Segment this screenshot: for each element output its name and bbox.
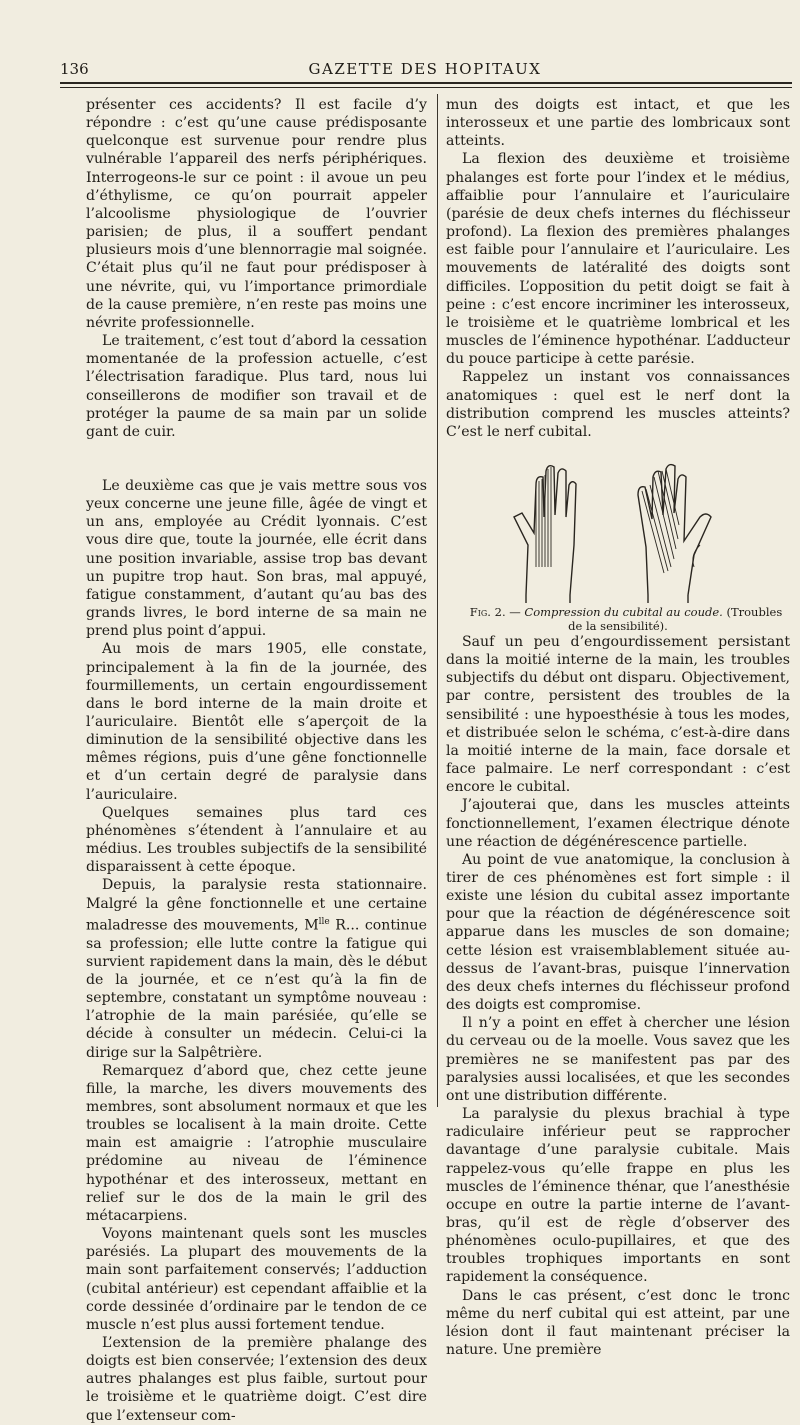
paragraph: La flexion des deuxième et troisième phalanges est forte pour l’index et le médius, affaiblie pour l’annulaire et l’auriculaire (parésie de deux chefs internes du fléchisseur profond). La flexion des premières phalanges est faible pour l’annulaire et l’auriculaire. Les mouvements de latéralité des doigts sont difficiles. L’opposition du petit doigt se fait à peine : c’est encore incriminer les interosseux, le troisième et le quatrième lombrical et les muscles de l’éminence hypothénar. L’adducteur du pouce participe à cette parésie. (446, 151, 790, 368)
paragraph: Le traitement, c’est tout d’abord la cessation momentanée de la profession actuelle, c’est l’électrisation faradique. Plus tard, nous lui conseillerons de modifier son travail et de protéger la paume de sa main par un solide gant de cuir. (86, 333, 427, 440)
paragraph: J’ajouterai que, dans les muscles atteints fonctionnellement, l’examen électrique dénote une réaction de dégénérescence partielle. (446, 797, 790, 850)
paragraph-text: R... continue sa profession; elle lutte contre la fatigue qui survient rapidement dans la main, dès le début de la journée, et ce n’est qu’à la fin de septembre, constatant un symptôme nouveau : l’atrophie de la main parésiée, qu’elle se décide à consulter un médecin. Celui-ci la dirige sur la Salpêtrière. (86, 917, 427, 1061)
header-rule-thick (60, 82, 792, 84)
hand-sensibility-figure (446, 455, 790, 605)
paragraph: Voyons maintenant quels sont les muscles parésiés. La plupart des mouvements de la main sont parfaitement conservés; l’adduction (cubital antérieur) est cependant affaiblie et la corde dessinée d’ordinaire par le tendon de ce muscle n’est plus aussi fortement tendue. (86, 1226, 427, 1333)
right-column (446, 96, 790, 1359)
paragraph-text: Depuis, la paralysie resta stationnaire. Malgré la gêne fonctionnelle et une certaine maladresse des mouvements, M (86, 877, 427, 934)
hatched-zone-dorsal (642, 469, 679, 573)
hand-diagram (506, 455, 736, 605)
column-divider (437, 94, 438, 1107)
paragraph: Le deuxième cas que je vais mettre sous vos yeux concerne une jeune fille, âgée de vingt et un ans, employée au Crédit lyonnais. C’est vous dire que, toute la journée, elle écrit dans une position invariable, assise trop bas devant un pupitre trop haut. Son bras, mal appuyé, fatigue constamment, d’autant qu’au bas des grands livres, le bord interne de sa main ne prend plus point d’appui. (86, 477, 427, 640)
figure-label: Fig. 2. (469, 604, 506, 619)
paragraph: L’extension de la première phalange des doigts est bien conservée; l’extension des deux autres phalanges est plus faible, surtout pour le troisième et le quatrième doigt. C’est dire que l’extenseur com- (86, 1335, 427, 1424)
paragraph: Au point de vue anatomique, la conclusion à tirer de ces phénomènes est fort simple : il existe une lésion du cubital assez importante pour que la réaction de dégénérescence soit apparue dans les muscles de son domaine; cette lésion est vraisemblablement située au-dessus de l’avant-bras, puisque l’innervation des deux chefs internes du fléchisseur profond des doigts est compromise. (446, 851, 790, 1014)
paragraph: Dans le cas présent, c’est donc le tronc même du nerf cubital qui est atteint, par une lésion dont il faut maintenant préciser la nature. Une première (446, 1287, 790, 1359)
paragraph: Remarquez d’abord que, chez cette jeune fille, la marche, les divers mouvements des membres, sont absolument normaux et que les troubles se localisent à la main droite. Cette main est amaigrie : l’atrophie musculaire prédomine au niveau de l’éminence hypothénar et des interosseux, mettant en relief sur le dos de la main le gril des métacarpiens. (86, 1062, 427, 1224)
paragraph: présenter ces accidents? Il est facile d’y répondre : c’est qu’une cause prédisposante quelconque est survenue pour rendre plus vulnérable l’appareil des nerfs périphériques. Interrogeons-le sur ce point : il avoue un peu d’éthylisme, ce qu’on pourrait appeler l’alcoolisme physiologique de l’ouvrier parisien; de plus, il a souffert pendant plusieurs mois d’une blennorragie mal soignée. C’était plus qu’il ne faut pour prédisposer à une névrite, qui, vu l’importance primordiale de la cause première, n’en reste pas moins une névrite professionnelle. (86, 97, 427, 331)
figure-note: (Troubles de la sensibilité). (568, 604, 783, 633)
figure-title: Compression du cubital au coude. (524, 604, 723, 619)
paragraph: Sauf un peu d’engourdissement persistant dans la moitié interne de la main, les troubles subjectifs du début ont disparu. Objectivement, par contre, persistent des troubles de la sensibilité : une hypoesthésie à tous les modes, et distribuée selon le schéma, c’est-à-dire dans la moitié interne de la main, face dorsale et face palmaire. Le nerf correspondant : c’est encore le cubital. (446, 633, 790, 796)
paragraph: Rappelez un instant vos connaissances anatomiques : quel est le nerf dont la distribution comprend les muscles atteints? C’est le nerf cubital. (446, 369, 790, 440)
paragraph: Au mois de mars 1905, elle constate, principalement à la fin de la journée, des fourmillements, un certain engourdissement dans le bord interne de la main droite et l’auriculaire. Bientôt elle s’aperçoit de la diminution de la sensibilité objective dans les mêmes régions, puis d’une gêne fonctionnelle et d’un certain degré de paralysie dans l’auriculaire. (86, 641, 427, 803)
page-number: 136 (60, 60, 89, 78)
paragraph: mun des doigts est intact, et que les interosseux et une partie des lombricaux sont atteints. (446, 97, 790, 150)
header-rule-thin (60, 87, 792, 88)
running-title: GAZETTE DES HOPITAUX (308, 60, 542, 78)
paragraph: La paralysie du plexus brachial à type radiculaire inférieur peut se rapprocher davantage d’une paralysie cubitale. Mais rappelez-vous qu’elle frappe en plus les muscles de l’éminence thénar, que l’anesthésie occupe en outre la partie interne de l’avant-bras, qu’il est de règle d’observer des phénomènes oculo-pupillaires, et que des troubles trophiques importants en sont rapidement la conséquence. (446, 1106, 790, 1286)
left-column (86, 96, 427, 1425)
paragraph: Il n’y a point en effet à chercher une lésion du cerveau ou de la moelle. Vous savez que les premières ne se manifestent pas par des paralysies aussi localisées, et que les secondes ont une distribution différente. (446, 1015, 790, 1104)
paragraph: Quelques semaines plus tard ces phénomènes s’étendent à l’annulaire et au médius. Les troubles subjectifs de la sensibilité disparaissent à cette époque. (86, 804, 427, 876)
figure-caption: Fig. 2. — Compression du cubital au coude. (Troubles de la sensibilité). (469, 604, 783, 633)
page-header (60, 58, 790, 82)
paragraph (86, 876, 427, 1061)
dorsum-outline (638, 465, 711, 595)
superscript: lle (318, 916, 330, 927)
